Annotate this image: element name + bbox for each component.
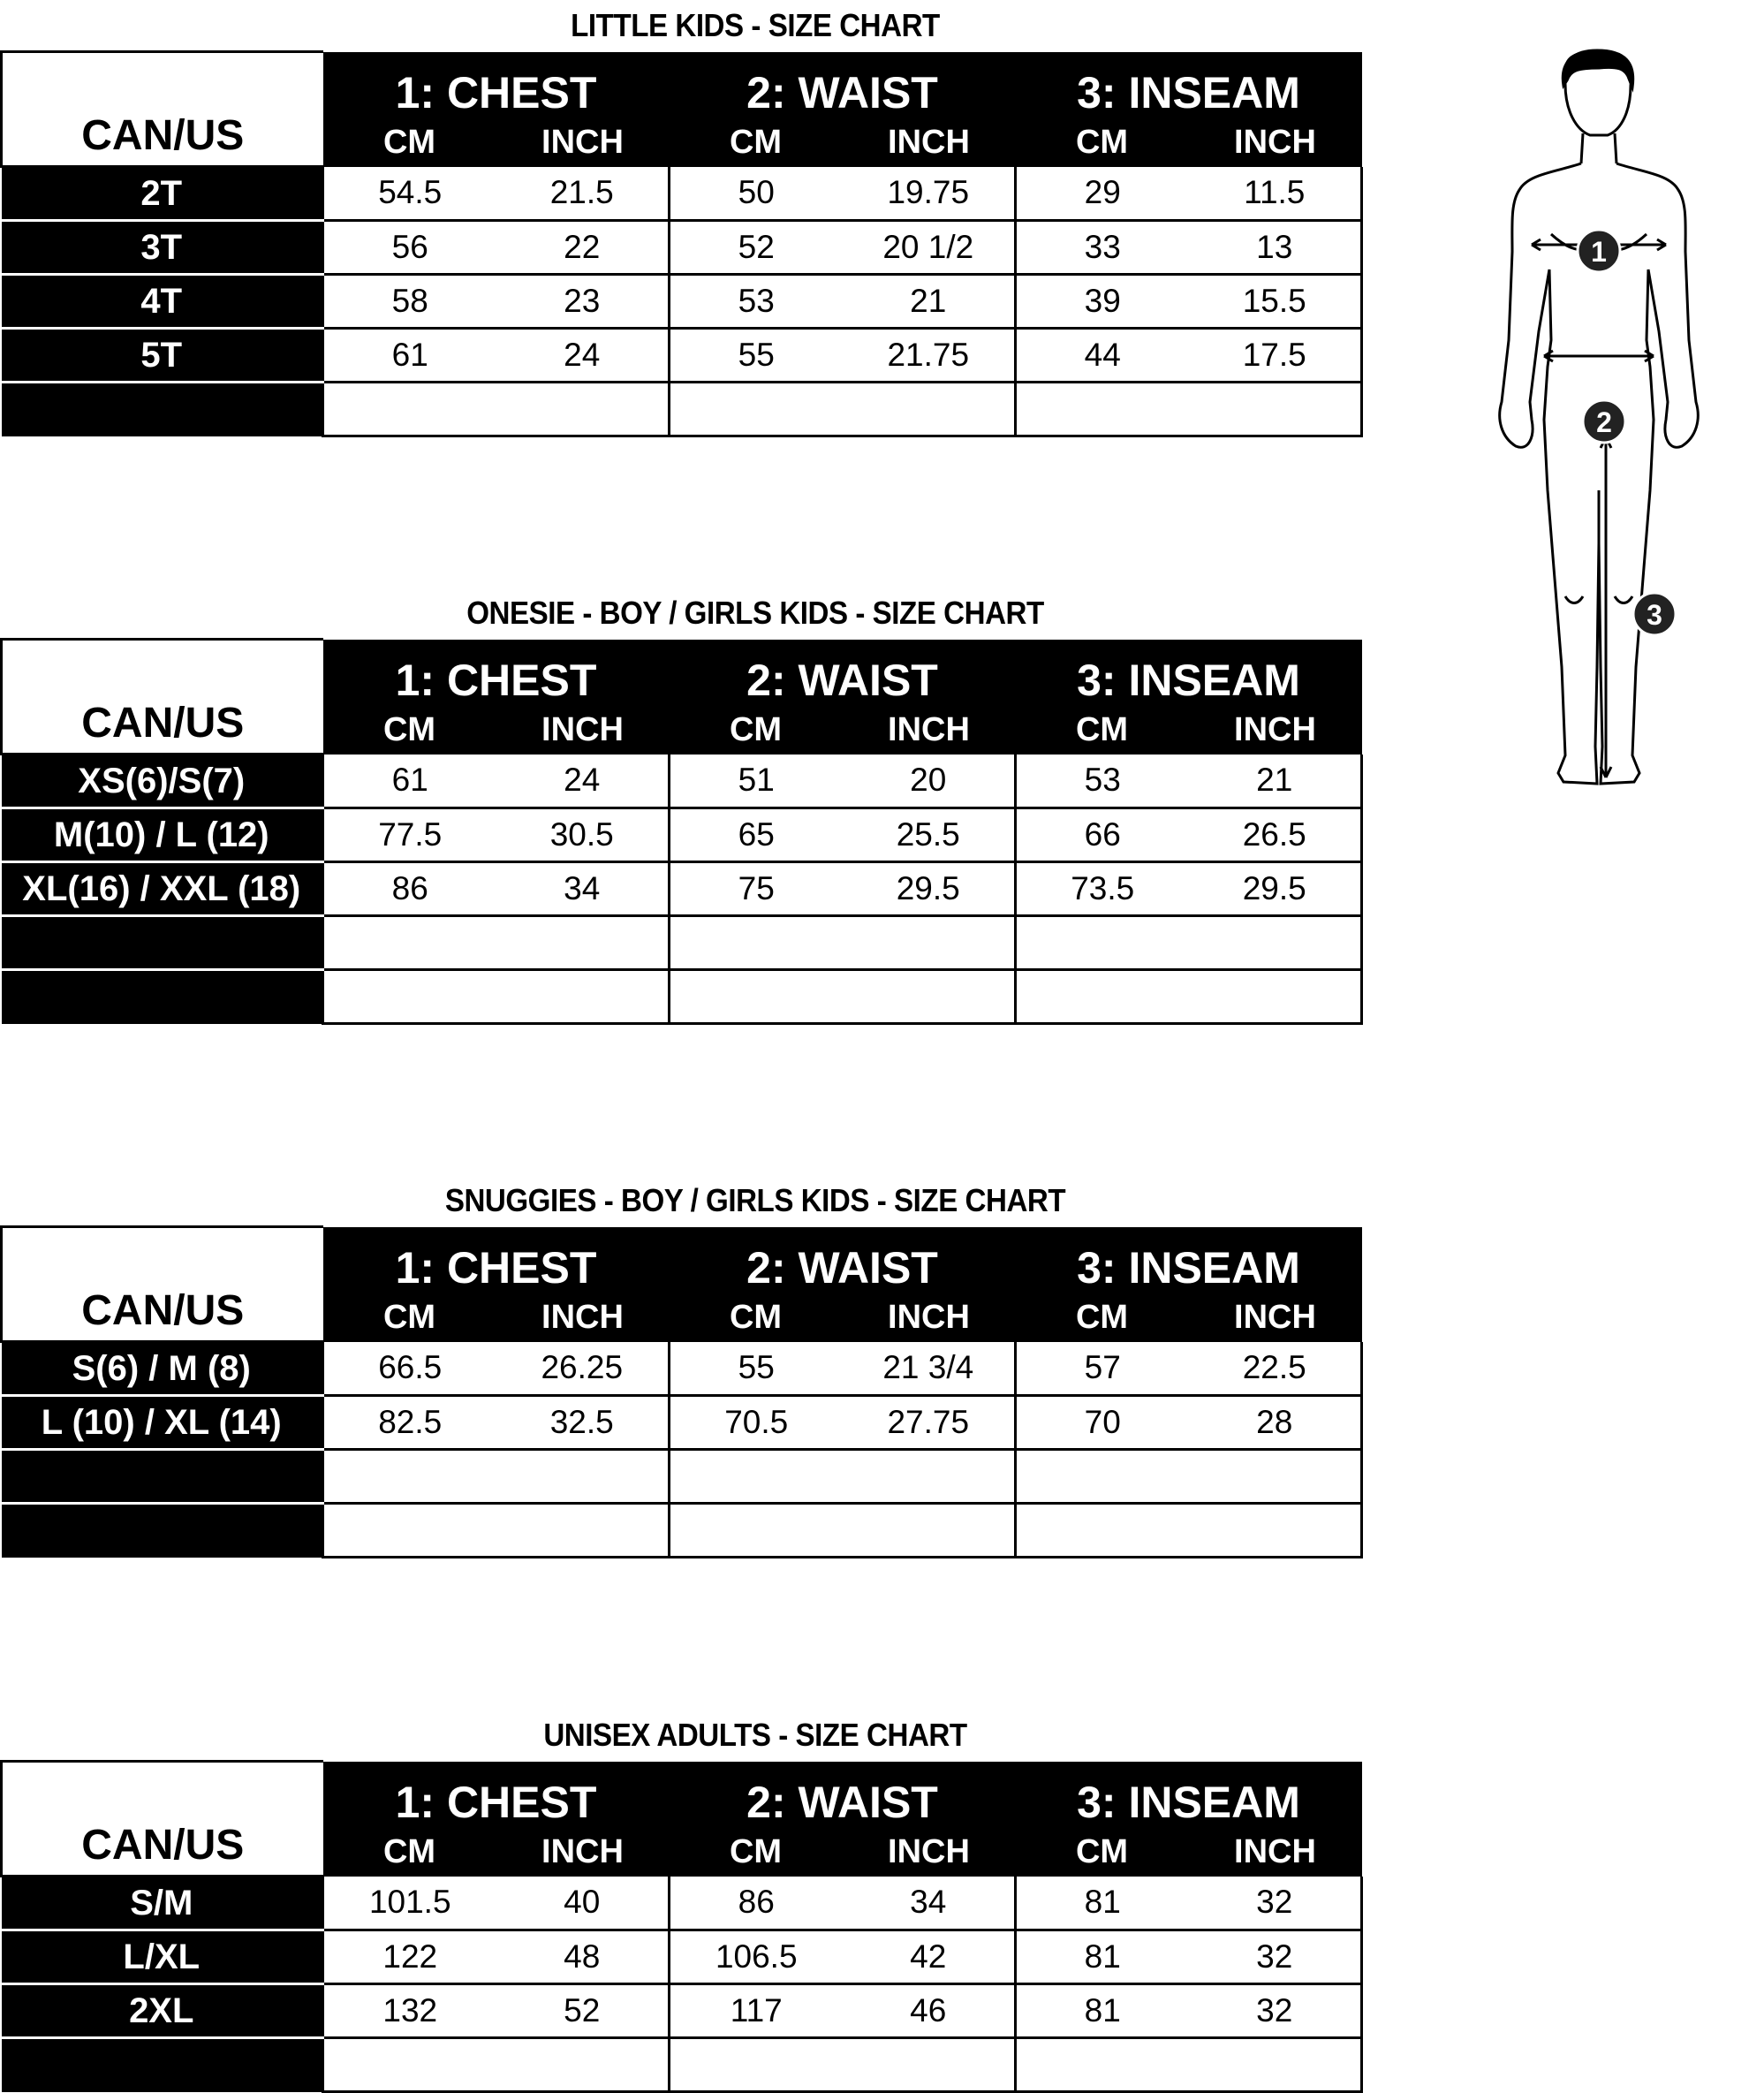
measurement-cell	[1189, 916, 1362, 970]
measurement-cell	[670, 383, 843, 436]
measurement-cell: 51	[670, 755, 843, 808]
size-column-header: CAN/US	[2, 1227, 323, 1342]
inch-unit-header: INCH	[496, 1829, 670, 1877]
chart-title: UNISEX ADULTS - SIZE CHART	[543, 1717, 967, 1753]
measurement-cell: 34	[496, 862, 670, 916]
measurement-cell	[1189, 383, 1362, 436]
measurement-cell: 117	[670, 1984, 843, 2038]
measurement-cell: 101.5	[323, 1877, 496, 1930]
measurement-cell: 26.5	[1189, 808, 1362, 862]
cm-unit-header: CM	[670, 707, 843, 755]
chest-header: 1: CHEST	[323, 640, 670, 707]
measurement-cell	[496, 2038, 670, 2092]
inch-unit-header: INCH	[496, 1294, 670, 1342]
measurement-cell: 21 3/4	[843, 1342, 1016, 1396]
measurement-cell: 52	[496, 1984, 670, 2038]
inch-unit-header: INCH	[1189, 707, 1362, 755]
measurement-cell: 21	[1189, 755, 1362, 808]
size-label: XL(16) / XXL (18)	[2, 862, 323, 916]
measurement-cell	[496, 383, 670, 436]
measurement-cell: 20 1/2	[843, 221, 1016, 275]
measurement-cell	[843, 2038, 1016, 2092]
table-row	[2, 167, 1362, 221]
measurement-cell: 57	[1016, 1342, 1189, 1396]
measurement-cell: 53	[1016, 755, 1189, 808]
measurement-cell: 32	[1189, 1877, 1362, 1930]
measurement-cell: 30.5	[496, 808, 670, 862]
measurement-cell	[323, 2038, 496, 2092]
cm-unit-header: CM	[323, 1829, 496, 1877]
measurement-cell: 58	[323, 275, 496, 329]
measurement-cell	[843, 1504, 1016, 1558]
measurement-cell	[323, 916, 496, 970]
measurement-cell	[843, 916, 1016, 970]
measurement-cell: 13	[1189, 221, 1362, 275]
table-row	[2, 808, 1362, 862]
waist-header: 2: WAIST	[670, 1227, 1016, 1294]
measurement-cell: 32.5	[496, 1396, 670, 1450]
measurement-cell: 25.5	[843, 808, 1016, 862]
measurement-cell	[1016, 1504, 1189, 1558]
inch-unit-header: INCH	[843, 119, 1016, 167]
measurement-cell: 29	[1016, 167, 1189, 221]
measurement-cell: 65	[670, 808, 843, 862]
body-measurement-figure-icon	[1466, 49, 1731, 826]
size-label	[2, 1504, 323, 1558]
table-row	[2, 1877, 1362, 1930]
size-chart-table	[0, 50, 1363, 437]
measurement-cell: 33	[1016, 221, 1189, 275]
inseam-header: 3: INSEAM	[1016, 640, 1362, 707]
table-row	[2, 970, 1362, 1024]
measurement-cell: 54.5	[323, 167, 496, 221]
measurement-cell: 32	[1189, 1984, 1362, 2038]
measurement-cell: 21	[843, 275, 1016, 329]
measurement-cell	[1189, 1504, 1362, 1558]
measurement-cell	[670, 2038, 843, 2092]
measurement-cell: 66	[1016, 808, 1189, 862]
measurement-cell: 19.75	[843, 167, 1016, 221]
size-label	[2, 970, 323, 1024]
measurement-cell	[323, 1450, 496, 1504]
measurement-cell: 32	[1189, 1930, 1362, 1984]
measurement-cell	[496, 1504, 670, 1558]
size-label	[2, 1450, 323, 1504]
table-row	[2, 755, 1362, 808]
measurement-cell	[670, 916, 843, 970]
measurement-cell: 77.5	[323, 808, 496, 862]
measurement-cell	[1016, 970, 1189, 1024]
chart-title: LITTLE KIDS - SIZE CHART	[571, 7, 940, 43]
measurement-cell: 22	[496, 221, 670, 275]
table-row	[2, 383, 1362, 436]
measurement-cell: 66.5	[323, 1342, 496, 1396]
size-column-header: CAN/US	[2, 1762, 323, 1877]
measurement-cell	[1016, 383, 1189, 436]
marker-2: 2	[1596, 406, 1612, 438]
size-label	[2, 383, 323, 436]
size-label: 4T	[2, 275, 323, 329]
measurement-cell: 70	[1016, 1396, 1189, 1450]
measurement-cell	[843, 1450, 1016, 1504]
cm-unit-header: CM	[323, 1294, 496, 1342]
measurement-cell	[843, 383, 1016, 436]
measurement-cell: 44	[1016, 329, 1189, 383]
inch-unit-header: INCH	[496, 707, 670, 755]
measurement-cell: 17.5	[1189, 329, 1362, 383]
inch-unit-header: INCH	[496, 119, 670, 167]
measurement-cell: 61	[323, 755, 496, 808]
size-label	[2, 916, 323, 970]
waist-header: 2: WAIST	[670, 640, 1016, 707]
chest-header: 1: CHEST	[323, 52, 670, 119]
measurement-cell	[843, 970, 1016, 1024]
measurement-cell: 39	[1016, 275, 1189, 329]
measurement-cell: 29.5	[843, 862, 1016, 916]
size-label: 2T	[2, 167, 323, 221]
size-column-header: CAN/US	[2, 640, 323, 755]
measurement-cell	[323, 1504, 496, 1558]
measurement-cell: 132	[323, 1984, 496, 2038]
measurement-cell: 81	[1016, 1984, 1189, 2038]
measurement-cell: 48	[496, 1930, 670, 1984]
size-label: S/M	[2, 1877, 323, 1930]
size-label: 2XL	[2, 1984, 323, 2038]
inseam-header: 3: INSEAM	[1016, 1762, 1362, 1829]
measurement-cell	[323, 383, 496, 436]
measurement-cell: 27.75	[843, 1396, 1016, 1450]
measurement-cell: 42	[843, 1930, 1016, 1984]
table-row	[2, 275, 1362, 329]
size-column-header: CAN/US	[2, 52, 323, 167]
measurement-cell	[496, 1450, 670, 1504]
measurement-cell	[1016, 1450, 1189, 1504]
table-row	[2, 1504, 1362, 1558]
size-chart-table	[0, 1225, 1363, 1558]
cm-unit-header: CM	[1016, 1294, 1189, 1342]
measurement-cell: 46	[843, 1984, 1016, 2038]
measurement-cell: 21.75	[843, 329, 1016, 383]
table-row	[2, 1342, 1362, 1396]
measurement-cell: 52	[670, 221, 843, 275]
measurement-cell: 28	[1189, 1396, 1362, 1450]
table-row	[2, 329, 1362, 383]
inch-unit-header: INCH	[843, 1829, 1016, 1877]
measurement-cell: 70.5	[670, 1396, 843, 1450]
measurement-cell: 15.5	[1189, 275, 1362, 329]
size-label: 3T	[2, 221, 323, 275]
measurement-cell	[670, 1450, 843, 1504]
measurement-cell: 75	[670, 862, 843, 916]
inseam-header: 3: INSEAM	[1016, 52, 1362, 119]
cm-unit-header: CM	[323, 119, 496, 167]
marker-1: 1	[1591, 236, 1607, 268]
measurement-cell: 86	[323, 862, 496, 916]
measurement-cell	[1189, 2038, 1362, 2092]
cm-unit-header: CM	[323, 707, 496, 755]
measurement-cell: 61	[323, 329, 496, 383]
measurement-cell: 11.5	[1189, 167, 1362, 221]
measurement-cell	[1189, 970, 1362, 1024]
inch-unit-header: INCH	[843, 1294, 1016, 1342]
size-label: M(10) / L (12)	[2, 808, 323, 862]
measurement-cell	[1016, 916, 1189, 970]
measurement-cell: 82.5	[323, 1396, 496, 1450]
cm-unit-header: CM	[1016, 119, 1189, 167]
cm-unit-header: CM	[1016, 707, 1189, 755]
table-row	[2, 916, 1362, 970]
measurement-cell: 34	[843, 1877, 1016, 1930]
inch-unit-header: INCH	[1189, 119, 1362, 167]
chart-title: ONESIE - BOY / GIRLS KIDS - SIZE CHART	[466, 595, 1044, 631]
measurement-cell	[670, 1504, 843, 1558]
chart-title: SNUGGIES - BOY / GIRLS KIDS - SIZE CHART	[444, 1182, 1066, 1218]
size-label	[2, 2038, 323, 2092]
marker-3: 3	[1647, 599, 1662, 631]
inch-unit-header: INCH	[1189, 1829, 1362, 1877]
measurement-cell: 20	[843, 755, 1016, 808]
size-label: S(6) / M (8)	[2, 1342, 323, 1396]
table-row	[2, 1450, 1362, 1504]
table-row	[2, 862, 1362, 916]
measurement-cell: 55	[670, 329, 843, 383]
table-row	[2, 1396, 1362, 1450]
measurement-cell: 56	[323, 221, 496, 275]
measurement-cell: 81	[1016, 1930, 1189, 1984]
table-row	[2, 221, 1362, 275]
measurement-cell: 50	[670, 167, 843, 221]
measurement-cell: 53	[670, 275, 843, 329]
measurement-cell: 29.5	[1189, 862, 1362, 916]
table-row	[2, 1984, 1362, 2038]
cm-unit-header: CM	[1016, 1829, 1189, 1877]
size-label: L/XL	[2, 1930, 323, 1984]
table-row	[2, 1930, 1362, 1984]
measurement-cell	[1189, 1450, 1362, 1504]
measurement-cell	[496, 970, 670, 1024]
inch-unit-header: INCH	[843, 707, 1016, 755]
measurement-cell: 55	[670, 1342, 843, 1396]
waist-header: 2: WAIST	[670, 52, 1016, 119]
measurement-cell: 23	[496, 275, 670, 329]
measurement-cell: 73.5	[1016, 862, 1189, 916]
cm-unit-header: CM	[670, 1829, 843, 1877]
measurement-cell: 24	[496, 329, 670, 383]
measurement-cell: 86	[670, 1877, 843, 1930]
size-label: 5T	[2, 329, 323, 383]
measurement-cell: 81	[1016, 1877, 1189, 1930]
measurement-cell: 40	[496, 1877, 670, 1930]
chest-header: 1: CHEST	[323, 1227, 670, 1294]
size-label: L (10) / XL (14)	[2, 1396, 323, 1450]
cm-unit-header: CM	[670, 1294, 843, 1342]
measurement-cell	[323, 970, 496, 1024]
measurement-cell: 22.5	[1189, 1342, 1362, 1396]
measurement-cell	[496, 916, 670, 970]
measurement-cell: 106.5	[670, 1930, 843, 1984]
inch-unit-header: INCH	[1189, 1294, 1362, 1342]
inseam-header: 3: INSEAM	[1016, 1227, 1362, 1294]
cm-unit-header: CM	[670, 119, 843, 167]
measurement-cell: 26.25	[496, 1342, 670, 1396]
table-row	[2, 2038, 1362, 2092]
measurement-cell: 24	[496, 755, 670, 808]
measurement-cell	[670, 970, 843, 1024]
measurement-cell: 122	[323, 1930, 496, 1984]
chest-header: 1: CHEST	[323, 1762, 670, 1829]
size-chart-table	[0, 1760, 1363, 2093]
size-label: XS(6)/S(7)	[2, 755, 323, 808]
measurement-cell: 21.5	[496, 167, 670, 221]
size-chart-table	[0, 638, 1363, 1025]
waist-header: 2: WAIST	[670, 1762, 1016, 1829]
measurement-cell	[1016, 2038, 1189, 2092]
